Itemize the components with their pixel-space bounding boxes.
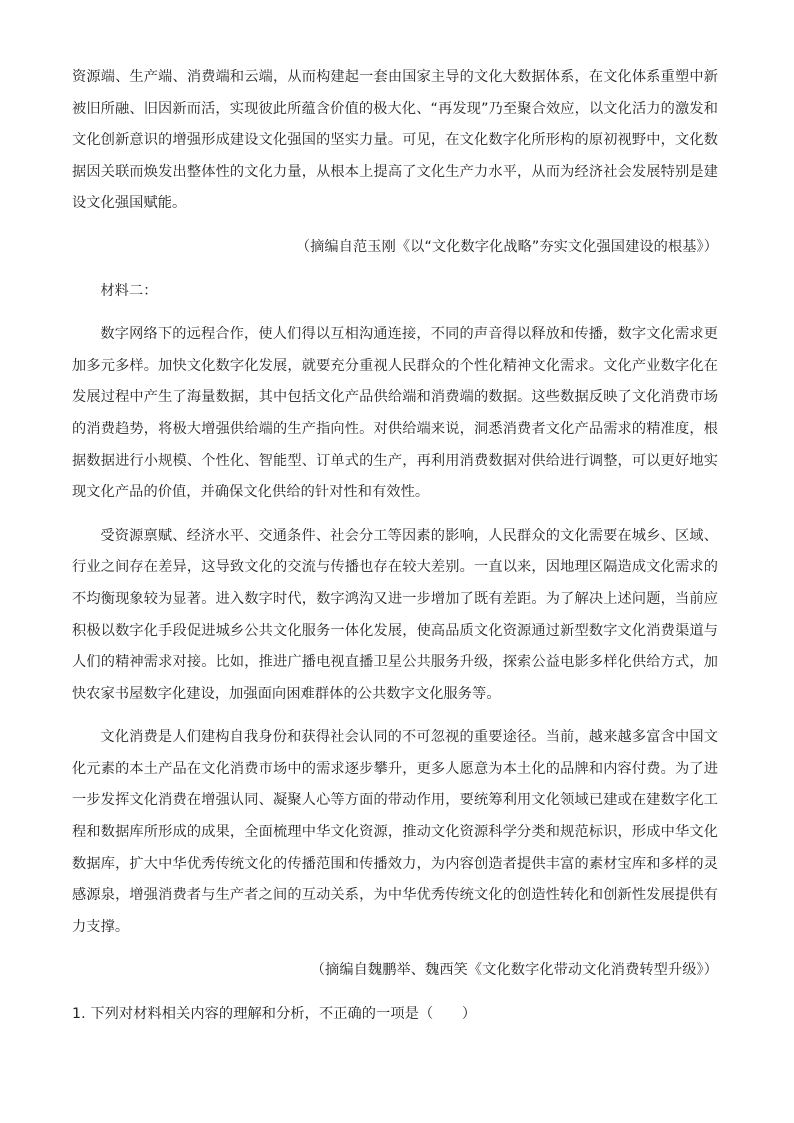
paragraph-3: 受资源禀赋、经济水平、交通条件、社会分工等因素的影响，人民群众的文化需要在城乡、区域、行业之间存在差异，这导致文化的交流与传播也存在较大差别。一直以来，因地理区隔造成文化需求的不均衡现象较为显著。进入数字时代，数字鸿沟又进一步增加了既有差距。为了解决上述问题，当前应积极以数字化手段促进城乡公共文化服务一体化发展，使高品质文化资源通过新型数字文化消费渠道与人们的精神需求对接。比如，推进广播电视直播卫星公共服务升级，探索公益电影多样化供给方式，加快农家书屋数字化建设，加强面向困难群体的公共数字文化服务等。	[72, 527, 718, 702]
paragraph-2: 数字网络下的远程合作，使人们得以互相沟通连接，不同的声音得以释放和传播，数字文化需求更加多元多样。加快文化数字化发展，就要充分重视人民群众的个性化精神文化需求。文化产业数字化在发展过程中产生了海量数据，其中包括文化产品供给端和消费端的数据。这些数据反映了文化消费市场的消费趋势，将极大增强供给端的生产指向性。对供给端来说，洞悉消费者文化产品需求的精准度，根据数据进行小规模、个性化、智能型、订单式的生产，再利用消费数据对供给进行调整，可以更好地实现文化产品的价值，并确保文化供给的针对性和有效性。	[72, 326, 718, 501]
paragraph-1: 资源端、生产端、消费端和云端，从而构建起一套由国家主导的文化大数据体系，在文化体系重塑中新被旧所融、旧因新而活，实现彼此所蕴含价值的极大化、“再发现”乃至聚合效应，以文化活力的激发和文化创新意识的增强形成建设文化强国的坚实力量。可见，在文化数字化所形构的原初视野中，文化数据因关联而焕发出整体性的文化力量，从根本上提高了文化生产力水平，从而为经济社会发展特别是建设文化强国赋能。	[72, 69, 718, 212]
source-citation-1: （摘编自范玉刚《以“文化数字化战略”夯实文化强国建设的根基》）	[295, 238, 718, 255]
document-body	[72, 62, 718, 1031]
question-1: 1. 下列对材料相关内容的理解和分析，不正确的一项是（ ）	[72, 1006, 477, 1023]
material-2-heading: 材料二：	[100, 282, 158, 299]
source-citation-2: （摘编自魏鹏举、魏西笑《文化数字化带动文化消费转型升级》）	[310, 962, 718, 979]
paragraph-4: 文化消费是人们建构自我身份和获得社会认同的不可忽视的重要途径。当前，越来越多富含中国文化元素的本土产品在文化消费市场中的需求逐步攀升，更多人愿意为本土化的品牌和内容付费。为了进一步发挥文化消费在增强认同、凝聚人心等方面的带动作用，要统筹利用文化领域已建或在建数字化工程和数据库所形成的成果，全面梳理中华文化资源，推动文化资源科学分类和规范标识，形成中华文化数据库，扩大中华优秀传统文化的传播范围和传播效力，为内容创造者提供丰富的素材宝库和多样的灵感源泉，增强消费者与生产者之间的互动关系，为中华优秀传统文化的创造性转化和创新性发展提供有力支撑。	[72, 729, 718, 935]
